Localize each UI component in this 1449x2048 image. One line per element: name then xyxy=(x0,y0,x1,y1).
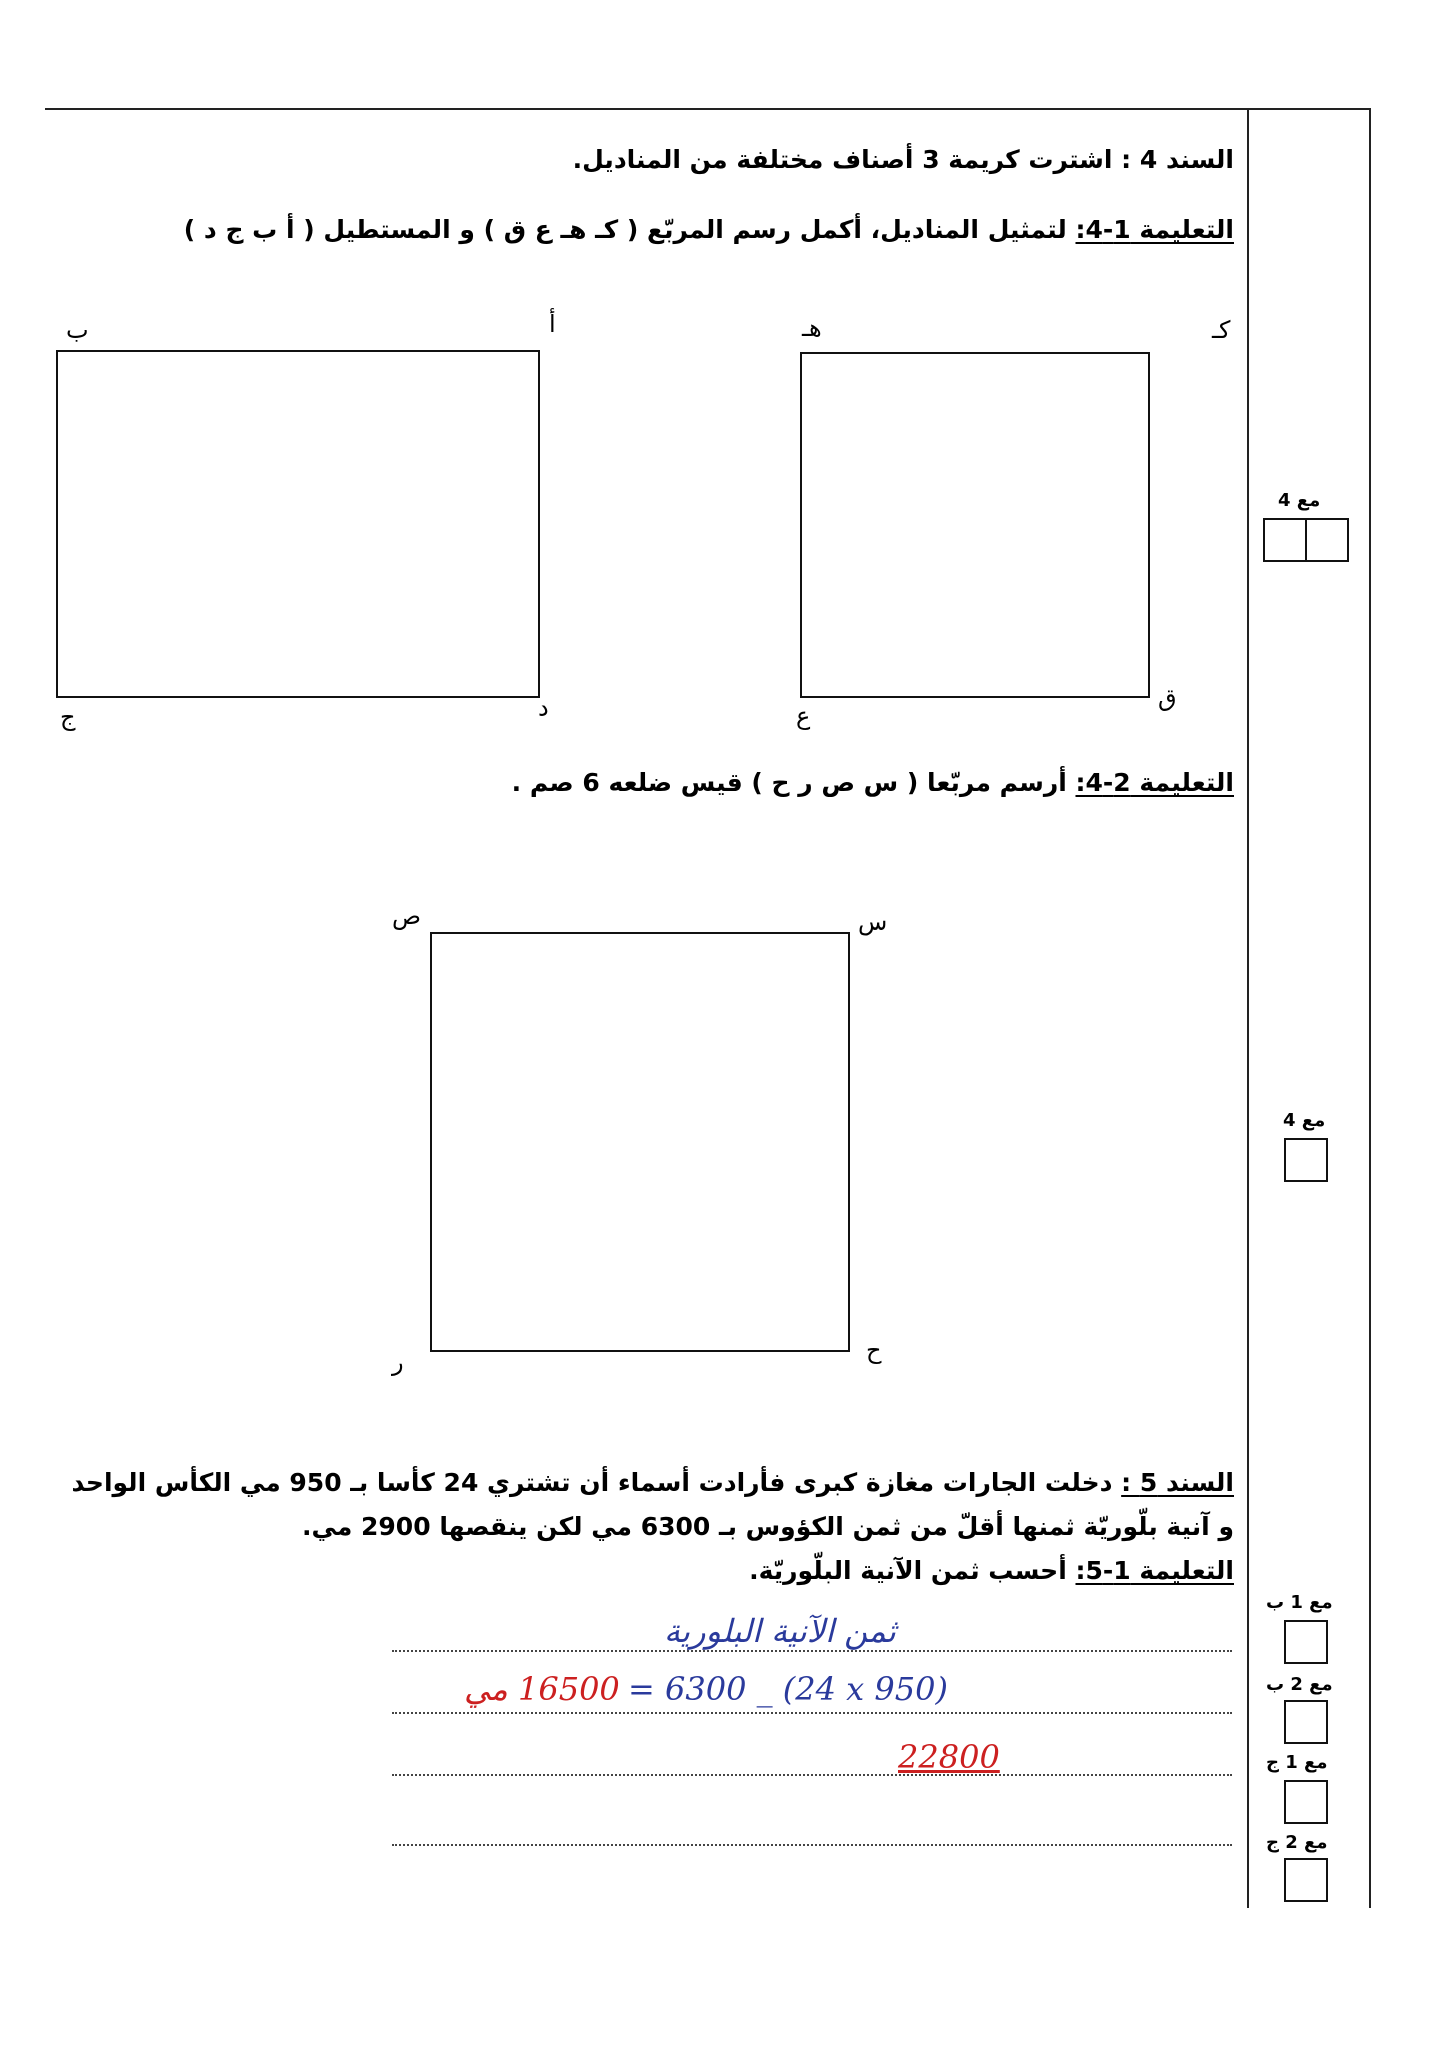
answer-line-3 xyxy=(392,1774,1232,1776)
instruction-5-1-text: أحسب ثمن الآنية البلّوريّة. xyxy=(749,1556,1076,1585)
score-box-3[interactable] xyxy=(1284,1620,1328,1664)
instruction-2 xyxy=(512,768,1234,797)
handwritten-product: 22800 xyxy=(898,1738,1000,1776)
section5-line1-text: دخلت الجارات مغازة كبرى فأرادت أسماء أن تشتري 24 كأسا بـ 950 مي الكأس الواحد xyxy=(71,1468,1122,1497)
section5-line2-text: و آنية بلّوريّة ثمنها أقلّ من ثمن الكؤوس بـ 6300 مي لكن ينقصها 2900 مي. xyxy=(302,1512,1234,1541)
criterion-label-5: مع 1 ج xyxy=(1266,1752,1328,1773)
section4-prompt-text: السند 4 : اشترت كريمة 3 أصناف مختلفة من المناديل. xyxy=(572,145,1234,174)
section4-prompt xyxy=(573,145,1234,174)
criterion-label-4: مع 2 ب xyxy=(1266,1674,1333,1695)
answer-line-2 xyxy=(392,1712,1232,1714)
instruction-2-text: أرسم مربّعا ( س ص ر ح ) قيس ضلعه 6 صم . xyxy=(511,768,1076,797)
square1-label-k: كـ xyxy=(1212,316,1231,344)
score-box-2[interactable] xyxy=(1284,1138,1328,1182)
instruction-2-label: التعليمة 2-4: xyxy=(1075,768,1234,797)
score-box-5[interactable] xyxy=(1284,1780,1328,1824)
square1-label-q: ق xyxy=(1158,684,1177,712)
section5-prompt-line2 xyxy=(302,1512,1234,1541)
instruction-5-1 xyxy=(749,1556,1234,1585)
instruction-1 xyxy=(184,215,1234,244)
criterion-label-1: مع 4 xyxy=(1278,490,1321,511)
score-box-1b[interactable] xyxy=(1305,518,1349,562)
answer-line-4 xyxy=(392,1844,1232,1846)
top-rule xyxy=(45,108,1370,110)
criterion-label-2: مع 4 xyxy=(1283,1110,1326,1131)
handwritten-line-1: ثمن الآنية البلورية xyxy=(664,1612,896,1650)
square1-label-a: ع xyxy=(796,702,811,730)
handwritten-result-text: 16500 مي xyxy=(464,1670,620,1708)
criterion-label-3: مع 1 ب xyxy=(1266,1592,1333,1613)
square1-label-h: هـ xyxy=(802,314,822,342)
square-sssrh xyxy=(430,932,850,1352)
square2-label-h: ح xyxy=(866,1336,882,1364)
square2-label-r: ر xyxy=(392,1348,404,1376)
margin-rule-left xyxy=(1247,108,1249,1908)
handwritten-result xyxy=(464,1670,620,1708)
rect-label-a: أ xyxy=(549,310,556,338)
instruction-5-1-label: التعليمة 1-5: xyxy=(1075,1556,1234,1585)
handwritten-expression: = 6300 _ (24 x 950) xyxy=(628,1670,948,1708)
rect-label-b: ب xyxy=(66,316,89,344)
square2-label-ss: ص xyxy=(392,902,422,930)
section5-prompt-line1 xyxy=(71,1468,1234,1497)
score-box-6[interactable] xyxy=(1284,1858,1328,1902)
square-khaq xyxy=(800,352,1150,698)
instruction-1-label: التعليمة 1-4: xyxy=(1075,215,1234,244)
margin-rule-right xyxy=(1369,108,1371,1908)
section5-label: السند 5 : xyxy=(1121,1468,1234,1497)
criterion-label-6: مع 2 ج xyxy=(1266,1832,1328,1853)
rect-label-d: د xyxy=(538,694,549,722)
score-box-4[interactable] xyxy=(1284,1700,1328,1744)
answer-line-1 xyxy=(392,1650,1232,1652)
rect-label-j: ج xyxy=(60,703,76,731)
score-box-1a[interactable] xyxy=(1263,518,1307,562)
square2-label-s: س xyxy=(858,908,888,936)
rectangle-abjd xyxy=(56,350,540,698)
instruction-1-text: لتمثيل المناديل، أكمل رسم المربّع ( كـ هـ ع ق ) و المستطيل ( أ ب ج د ) xyxy=(183,215,1076,244)
